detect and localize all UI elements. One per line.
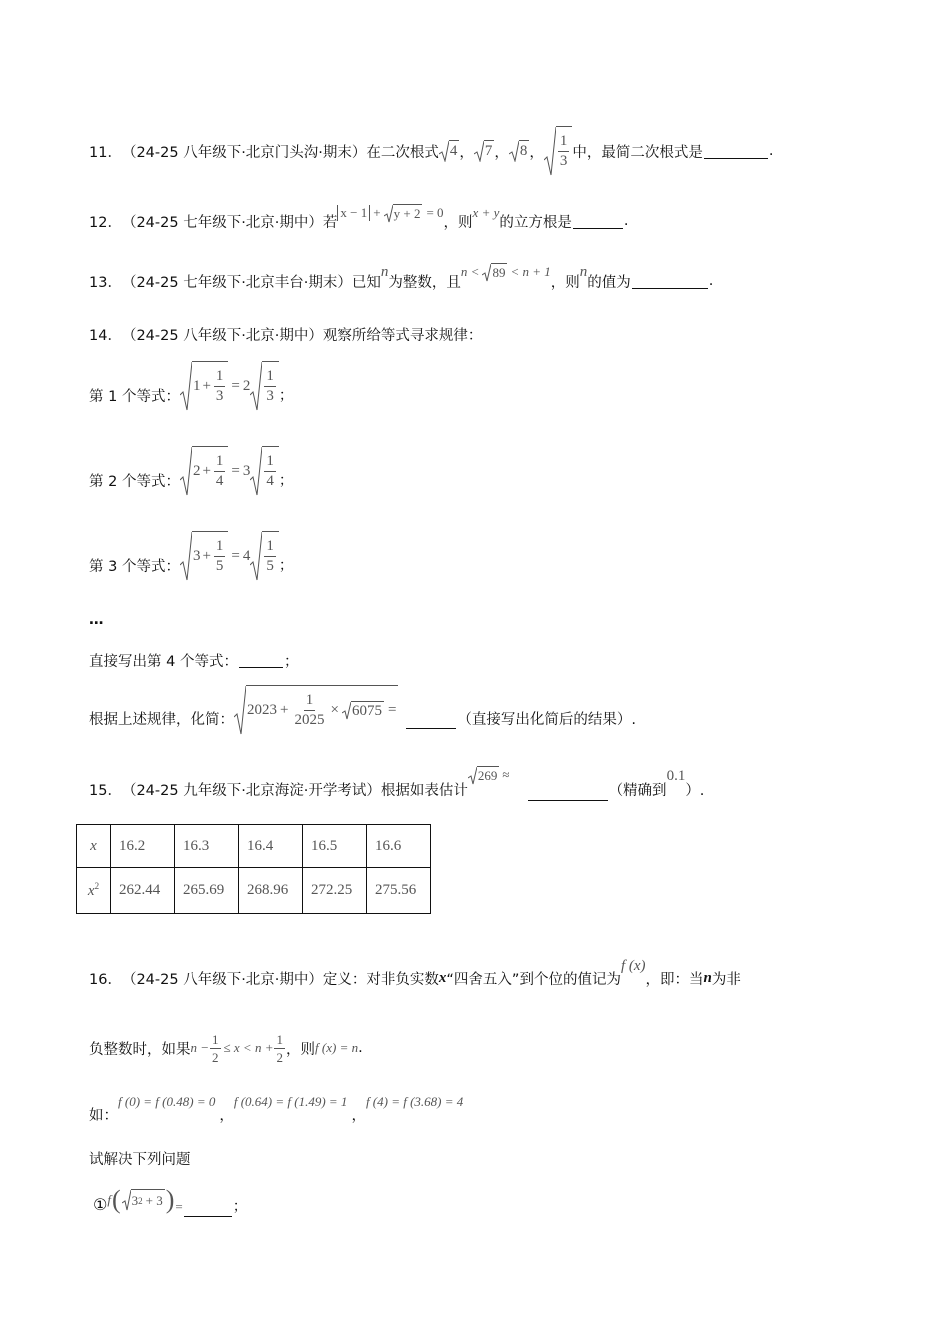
radical-sign-icon — [482, 263, 491, 282]
radical-sign-icon — [250, 531, 262, 581]
q11-number: 11． — [89, 144, 122, 161]
q11-sqrt-8: 8 — [509, 140, 530, 162]
q14-source: （24-25 八年级下·北京·期中） — [121, 327, 323, 344]
radical-sign-icon — [509, 140, 519, 162]
radical-sign-icon — [439, 140, 449, 162]
q11-sqrt-7: 7 — [474, 140, 495, 162]
radical-sign-icon — [122, 1189, 131, 1211]
q14-equation-2: 第 2 个等式： 2 + $\frac{1}{4}$ = 3 $\frac{1}{4}$ ； — [89, 441, 293, 501]
q12-source: （24-25 七年级下·北京·期中） — [121, 214, 323, 231]
q16-number: 16． — [89, 971, 122, 988]
q11-source: （24-25 八年级下·北京门头沟·期末） — [121, 144, 367, 161]
q16-fx: f (x) — [620, 957, 646, 974]
q11-answer-blank — [704, 144, 768, 159]
question-15: 15． （24-25 九年级下·北京海淀·开学考试） 根据如表估计 269 ≈ （精确到 0.1 ）. — [89, 767, 705, 799]
q14-fourth-blank — [239, 653, 283, 668]
q14-simplify: 根据上述规律，化简： 2023 + $\frac{1}{2025}$ × 6075 = （直接写出化简后的结果）. — [89, 682, 636, 738]
q12-sum: x + y — [472, 205, 500, 220]
q14-big-radical: 2023 + $\frac{1}{2025}$ × 6075 = — [234, 685, 398, 735]
question-11: 11． （24-25 八年级下·北京门头沟·期末） 在二次根式 4 ， 7 ， 8 ， $\frac{1}{3}$ 中，最简二次根式是 . — [89, 116, 774, 186]
table-header-x: x — [77, 825, 111, 868]
q14-write-fourth: 直接写出第 4 个等式： ； — [89, 653, 299, 670]
radical-expression: 1 + $\frac{1}{3}$ — [180, 361, 228, 411]
q13-number: 13． — [89, 274, 122, 291]
question-12: 12． （24-25 七年级下·北京·期中） 若 x − 1 + y + 2 = 0 ，则 x + y 的立方根是 . — [89, 205, 629, 231]
radical-sign-icon — [384, 204, 393, 223]
table-cell: 16.5 — [303, 825, 367, 868]
table-row — [77, 868, 431, 914]
radical-sign-icon — [180, 361, 192, 411]
radical-expression: $\frac{1}{5}$ — [250, 531, 279, 581]
q14-equation-1: 第 1 个等式： 1 + $\frac{1}{3}$ = 2 $\frac{1}{3}$ ； — [89, 356, 293, 416]
q16-sub1-expr: f ( 3 2 + 3 ) = — [107, 1185, 183, 1214]
question-13: 13． （24-25 七年级下·北京丰台·期末） 已知 n 为整数，且 n < 89 < n + 1 ，则 n 的值为 . — [89, 263, 714, 291]
q16-subquestion-1: ① f ( 3 2 + 3 ) = ； — [93, 1185, 248, 1215]
q14-ellipsis: … — [89, 612, 104, 628]
estimation-table — [76, 824, 431, 914]
question-16: 16． （24-25 八年级下·北京·期中） 定义：对非负实数 x “四舍五入”到个位的值记为 f (x) ，即：当 n 为非 — [89, 957, 741, 988]
q12-equation: x − 1 + y + 2 = 0 — [337, 204, 443, 223]
table-cell: 16.4 — [239, 825, 303, 868]
q14-equation-3: 第 3 个等式： 3 + $\frac{1}{5}$ = 4 $\frac{1}{5}$ ； — [89, 526, 293, 586]
table-cell: 16.6 — [367, 825, 431, 868]
radical-expression: 2 + $\frac{1}{4}$ — [180, 446, 228, 496]
question-14: 14． （24-25 八年级下·北京·期中） 观察所给等式寻求规律： — [89, 322, 482, 346]
q16-source: （24-25 八年级下·北京·期中） — [121, 971, 323, 988]
radical-sign-icon — [468, 766, 477, 785]
q15-number: 15． — [89, 782, 122, 799]
table-cell: 265.69 — [175, 868, 239, 914]
q11-sqrt-one-third: $\frac{1}{3}$ — [544, 126, 573, 176]
q12-number: 12． — [89, 214, 122, 231]
radical-sign-icon — [180, 531, 192, 581]
q16-examples: 如： f (0) = f (0.48) = 0 ， f (0.64) = f (1.49) = 1 ， f (4) = f (3.68) = 4 — [89, 1094, 464, 1124]
radical-expression: 3 + $\frac{1}{5}$ — [180, 531, 228, 581]
q16-example-3: f (4) = f (3.68) = 4 — [365, 1094, 464, 1109]
q16-example-1: f (0) = f (0.48) = 0 — [118, 1094, 216, 1109]
q16-example-2: f (0.64) = f (1.49) = 1 — [233, 1094, 348, 1109]
radical-sign-icon — [544, 126, 556, 176]
q12-answer-blank — [573, 214, 623, 229]
radical-expression: $\frac{1}{3}$ — [250, 361, 279, 411]
table-cell: 275.56 — [367, 868, 431, 914]
q14-simplify-blank — [406, 714, 456, 729]
radical-expression: $\frac{1}{4}$ — [250, 446, 279, 496]
q16-try: 试解决下列问题 — [89, 1151, 191, 1168]
q11-text: 在二次根式 — [366, 144, 439, 161]
q16-sub1-blank — [184, 1202, 232, 1217]
table-cell: 16.3 — [175, 825, 239, 868]
radical-sign-icon — [474, 140, 484, 162]
q13-source: （24-25 七年级下·北京丰台·期末） — [121, 274, 352, 291]
q16-f-of-x: f (x) = n — [314, 1040, 359, 1055]
q15-sqrt-269: 269 ≈ — [468, 766, 510, 785]
q13-answer-blank — [632, 274, 708, 289]
radical-sign-icon — [342, 701, 351, 720]
table-cell: 262.44 — [111, 868, 175, 914]
circled-one-icon: ① — [93, 1194, 108, 1214]
table-cell: 268.96 — [239, 868, 303, 914]
table-row — [77, 825, 431, 868]
q15-source: （24-25 九年级下·北京海淀·开学考试） — [121, 782, 381, 799]
q11-sqrt-4: 4 — [439, 140, 460, 162]
q16-definition-line2: 负整数时，如果 n − $\frac{1}{2}$ ≤ x < n + $\frac{1}{2}$ ，则 f (x) = n . — [89, 1031, 363, 1065]
radical-sign-icon — [180, 446, 192, 496]
table-cell: 16.2 — [111, 825, 175, 868]
radical-sign-icon — [250, 361, 262, 411]
radical-sign-icon — [250, 446, 262, 496]
q13-inequality: n < 89 < n + 1 — [460, 264, 551, 280]
table-cell: 272.25 — [303, 868, 367, 914]
q15-answer-blank — [528, 786, 608, 801]
radical-sign-icon — [234, 685, 246, 735]
q15-precision: 0.1 — [666, 767, 686, 784]
table-header-x-squared: $x^2$ — [77, 868, 111, 914]
q14-number: 14． — [89, 327, 122, 344]
